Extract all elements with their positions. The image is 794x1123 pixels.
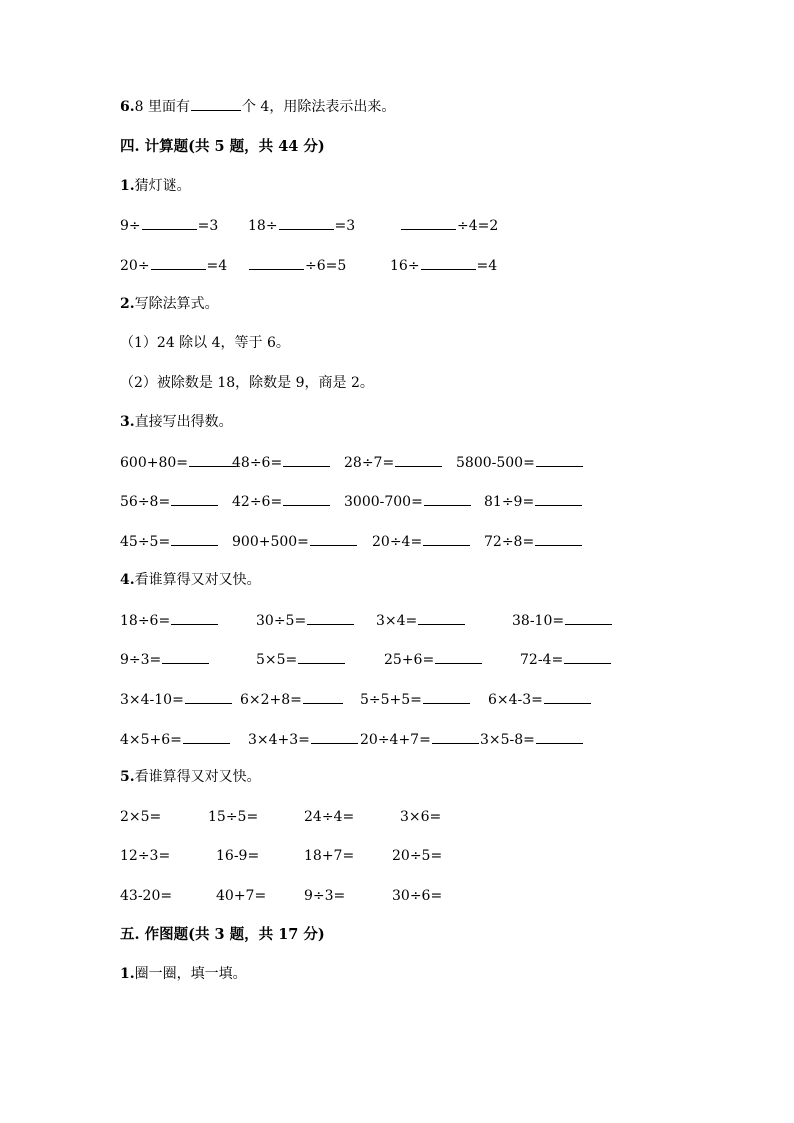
answer-blank[interactable]	[298, 650, 345, 664]
answer-blank[interactable]	[279, 216, 334, 230]
problem-5-title: 5.看谁算得又对又快。	[120, 769, 261, 785]
answer-blank[interactable]	[423, 690, 470, 704]
answer-blank[interactable]	[535, 532, 582, 546]
calc-item: 38-10=	[512, 611, 613, 630]
problem-2-item: （2）被除数是 18，除数是 9，商是 2。	[120, 375, 374, 391]
calc-item: 30÷6=	[392, 888, 443, 904]
calc-item: 12÷3=	[120, 848, 171, 864]
answer-blank[interactable]	[283, 492, 330, 506]
calc-item: 42÷6=	[232, 492, 331, 511]
section-4-heading: 四. 计算题(共 5 题，共 44 分)	[120, 138, 325, 155]
calc-item: 4×5+6=	[120, 730, 231, 749]
problem-4-title: 4.看谁算得又对又快。	[120, 572, 261, 588]
calc-item: 20÷4=	[372, 532, 471, 551]
answer-blank[interactable]	[171, 532, 218, 546]
problem-2-title: 2.写除法算式。	[120, 296, 219, 312]
calc-item: 3×4=	[376, 611, 466, 630]
calc-item: 900+500=	[232, 532, 358, 551]
calc-item: 16-9=	[216, 848, 260, 864]
calc-item: 56÷8=	[120, 492, 219, 511]
calc-item: 6×2+8=	[240, 690, 344, 709]
calc-item: 3×6=	[400, 809, 442, 825]
calc-item: 20÷4+7=	[360, 730, 480, 749]
calc-item: 72÷8=	[484, 532, 583, 551]
calc-item: 48÷6=	[232, 453, 331, 472]
problem-3-title: 3.直接写出得数。	[120, 414, 233, 430]
calc-item: 20÷5=	[392, 848, 443, 864]
calc-item: 24÷4=	[304, 809, 355, 825]
answer-blank[interactable]	[162, 650, 209, 664]
calc-item: 25+6=	[384, 650, 483, 669]
answer-blank[interactable]	[183, 730, 230, 744]
answer-blank[interactable]	[142, 216, 197, 230]
calc-item: 3×4-10=	[120, 690, 233, 709]
calc-item: 6×4-3=	[488, 690, 592, 709]
answer-blank[interactable]	[303, 690, 343, 704]
answer-blank[interactable]	[536, 453, 583, 467]
calc-item: 18+7=	[304, 848, 355, 864]
calc-item: 81÷9=	[484, 492, 583, 511]
answer-blank[interactable]	[191, 97, 241, 111]
calc-item: 15÷5=	[208, 809, 259, 825]
calc-item: 5÷5+5=	[360, 690, 471, 709]
riddle-item: ÷4=2	[400, 216, 498, 235]
answer-blank[interactable]	[171, 611, 218, 625]
calc-item: 5800-500=	[456, 453, 584, 472]
calc-item: 45÷5=	[120, 532, 219, 551]
answer-blank[interactable]	[418, 611, 465, 625]
riddle-item: ÷6=5	[248, 256, 346, 275]
calc-item: 3000-700=	[344, 492, 472, 511]
answer-blank[interactable]	[249, 256, 304, 270]
calc-item: 3×5-8=	[480, 730, 584, 749]
calc-item: 2×5=	[120, 809, 162, 825]
answer-blank[interactable]	[536, 730, 583, 744]
riddle-item: 16÷ =4	[390, 258, 498, 274]
answer-blank[interactable]	[307, 611, 354, 625]
question-6: 6.8 里面有 个 4，用除法表示出来。	[120, 99, 396, 115]
calc-item: 43-20=	[120, 888, 173, 904]
problem-2-item: （1）24 除以 4，等于 6。	[120, 335, 290, 351]
calc-item: 30÷5=	[256, 611, 355, 630]
calc-item: 5×5=	[256, 650, 346, 669]
answer-blank[interactable]	[544, 690, 591, 704]
answer-blank[interactable]	[151, 256, 206, 270]
answer-blank[interactable]	[311, 730, 358, 744]
answer-blank[interactable]	[424, 492, 471, 506]
answer-blank[interactable]	[565, 611, 612, 625]
answer-blank[interactable]	[564, 650, 611, 664]
riddle-item: 18÷ =3	[248, 218, 356, 234]
answer-blank[interactable]	[432, 730, 479, 744]
answer-blank[interactable]	[171, 492, 218, 506]
answer-blank[interactable]	[283, 453, 330, 467]
section-5-heading: 五. 作图题(共 3 题，共 17 分)	[120, 926, 325, 943]
answer-blank[interactable]	[189, 453, 236, 467]
calc-item: 28÷7=	[344, 453, 443, 472]
calc-item: 9÷3=	[120, 650, 210, 669]
answer-blank[interactable]	[435, 650, 482, 664]
drawing-problem-1-title: 1.圈一圈，填一填。	[120, 966, 247, 982]
calc-item: 72-4=	[520, 650, 612, 669]
problem-1-title: 1.猜灯谜。	[120, 178, 191, 194]
answer-blank[interactable]	[395, 453, 442, 467]
calc-item: 3×4+3=	[248, 730, 359, 749]
answer-blank[interactable]	[185, 690, 232, 704]
calc-item: 9÷3=	[304, 888, 346, 904]
answer-blank[interactable]	[421, 256, 476, 270]
riddle-item: 20÷ =4	[120, 258, 228, 274]
calc-item: 18÷6=	[120, 611, 219, 630]
answer-blank[interactable]	[310, 532, 357, 546]
riddle-item: 9÷ =3	[120, 218, 219, 234]
answer-blank[interactable]	[401, 216, 456, 230]
answer-blank[interactable]	[423, 532, 470, 546]
calc-item: 600+80=	[120, 453, 237, 472]
answer-blank[interactable]	[535, 492, 582, 506]
calc-item: 40+7=	[216, 888, 267, 904]
